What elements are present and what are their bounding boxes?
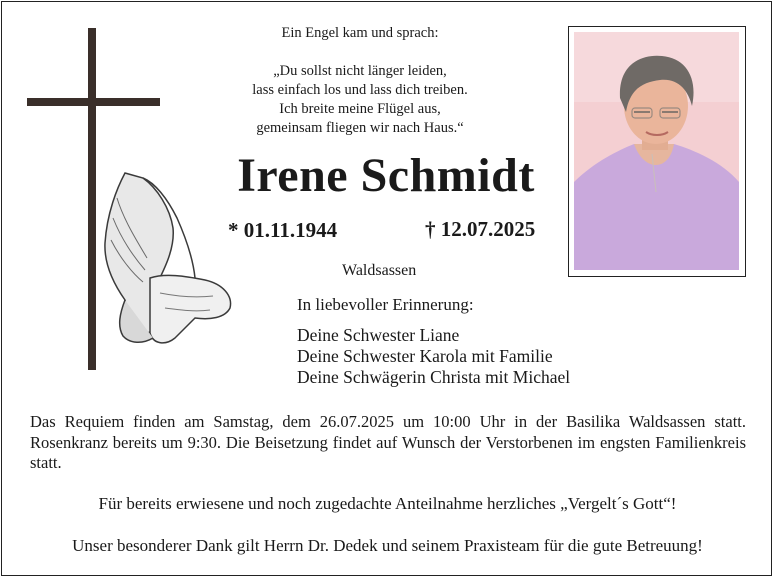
poem-line: lass einfach los und lass dich treiben. [252, 82, 468, 98]
thanks-line: Für bereits erwiesene und noch zugedachte Anteilnahme herzliches „Vergelt´s Gott“! [98, 494, 677, 513]
mourner-item: Deine Schwester Karola mit Familie [297, 346, 553, 366]
mourner-item: Deine Schwester Liane [297, 325, 460, 345]
death-date: † 12.07.2025 [425, 217, 536, 241]
requiem-announcement: Das Requiem finden am Samstag, dem 26.07.2025 um 10:00 Uhr in der Basilika Waldsassen statt. Rosenkranz bereits um 9:30. Die Beisetzung findet auf Wunsch der Verstorbenen im engsten Familienkreis statt. [30, 412, 746, 472]
deceased-name: Irene Schmidt [237, 149, 535, 202]
birth-date: * 01.11.1944 [228, 218, 338, 242]
mourners-list [297, 325, 570, 388]
poem-intro: Ein Engel kam und sprach: [281, 25, 439, 41]
portrait-photo [574, 32, 739, 270]
portrait-frame [568, 26, 746, 277]
memory-heading: In liebevoller Erinnerung: [297, 295, 474, 314]
place-of-residence: Waldsassen [342, 262, 417, 279]
poem-line: gemeinsam fliegen wir nach Haus.“ [256, 120, 464, 136]
poem [230, 24, 490, 138]
poem-line: Ich breite meine Flügel aus, [279, 101, 441, 117]
mourner-item: Deine Schwägerin Christa mit Michael [297, 367, 571, 387]
poem-line: „Du sollst nicht länger leiden, [273, 63, 447, 79]
cross-icon-bar [27, 98, 160, 106]
special-thanks-line: Unser besonderer Dank gilt Herrn Dr. Dedek und seinem Praxisteam für die gute Betreuung! [72, 536, 703, 555]
